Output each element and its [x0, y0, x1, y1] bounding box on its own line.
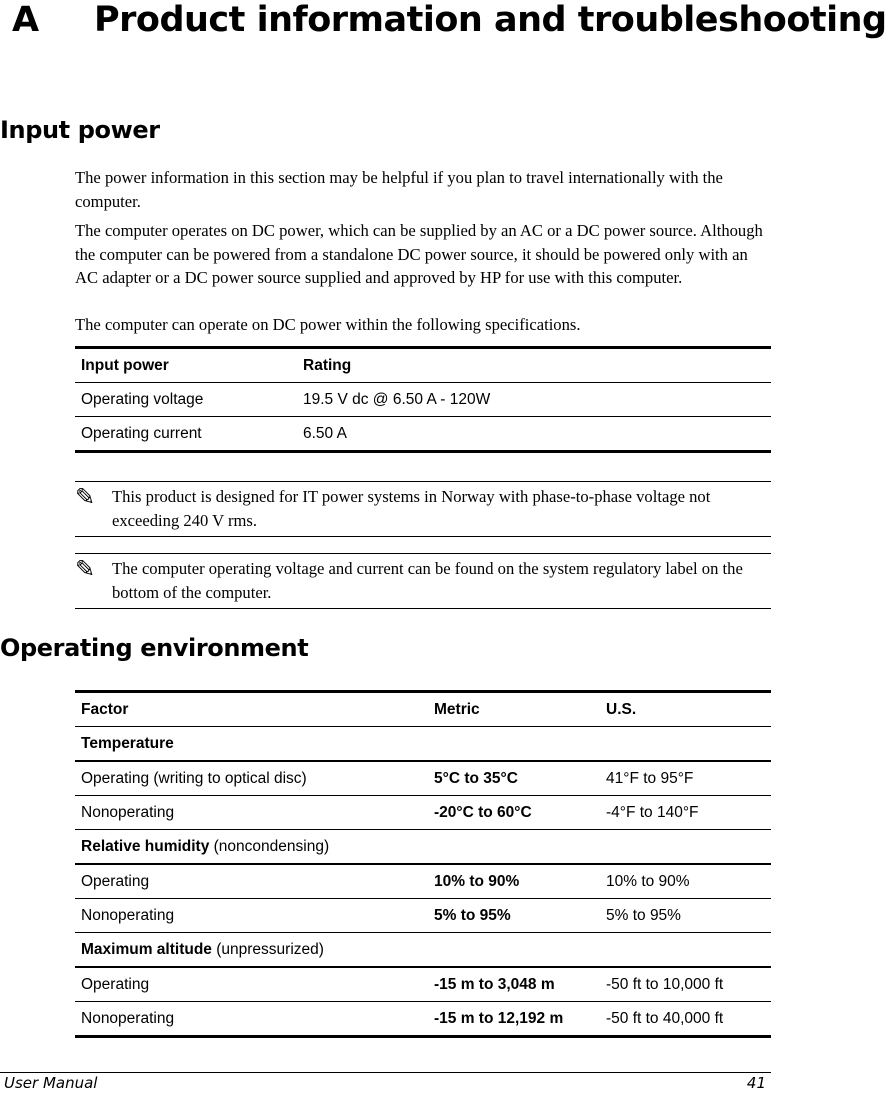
table-row	[75, 899, 771, 933]
note-box	[75, 553, 771, 609]
paragraph: The computer operates on DC power, which can be supplied by an AC or a DC power source. Although the computer can be powered from a standalone DC power source, it should be powered only with an AC adapter or a DC power source supplied and approved by HP for use with this computer.	[75, 221, 763, 287]
table-cell: 6.50 A	[303, 424, 347, 442]
table-row	[75, 967, 771, 1002]
table-cell: -4°F to 140°F	[600, 796, 771, 830]
section-label: Maximum altitude	[81, 940, 212, 958]
footer-divider	[0, 1072, 771, 1073]
footer-title: User Manual	[4, 1074, 98, 1092]
pencil-icon: ✎	[75, 483, 96, 511]
chapter-title-text: Product information and troubleshooting	[94, 0, 887, 40]
table-cell: Nonoperating	[75, 796, 428, 830]
paragraph: The computer can operate on DC power within the following specifications.	[75, 315, 581, 334]
table-cell: Operating	[75, 864, 428, 899]
table-cell: 10% to 90%	[428, 864, 600, 899]
table-cell: -20°C to 60°C	[428, 796, 600, 830]
table-cell: -15 m to 12,192 m	[434, 1009, 564, 1027]
table-cell: -50 ft to 40,000 ft	[606, 1009, 724, 1027]
column-header: U.S.	[600, 692, 771, 727]
table-cell: 5% to 95%	[600, 899, 771, 933]
table-section-row	[75, 933, 771, 968]
table-section-row	[75, 830, 771, 865]
table-cell: 41°F to 95°F	[600, 761, 771, 796]
table-cell: Operating voltage	[75, 383, 297, 417]
table-row	[75, 761, 771, 796]
note-text: The computer operating voltage and current can be found on the system regulatory label on the bottom of the computer.	[112, 559, 743, 602]
operating-environment-heading: Operating environment	[0, 634, 309, 662]
table-cell: 5°C to 35°C	[428, 761, 600, 796]
table-cell: 19.5 V dc @ 6.50 A - 120W	[297, 383, 771, 417]
input-power-heading: Input power	[0, 116, 160, 144]
column-header: Rating	[297, 348, 771, 383]
table-cell: Operating current	[81, 424, 202, 442]
chapter-title	[12, 0, 887, 40]
table-row	[75, 383, 771, 417]
paragraph: The power information in this section may be helpful if you plan to travel internationally with the computer.	[75, 168, 723, 211]
table-header-row	[75, 692, 771, 727]
table-header-row	[75, 348, 771, 383]
input-power-table	[75, 346, 771, 453]
table-cell: -50 ft to 10,000 ft	[600, 967, 771, 1002]
section-label: Temperature	[81, 734, 174, 752]
chapter-letter: A	[12, 0, 39, 40]
table-section-row	[75, 727, 771, 762]
table-row	[75, 1002, 771, 1037]
table-row	[75, 417, 771, 452]
table-cell: Operating (writing to optical disc)	[75, 761, 428, 796]
note-box	[75, 481, 771, 537]
column-header: Input power	[75, 348, 297, 383]
page-number: 41	[746, 1074, 766, 1092]
table-cell: -15 m to 3,048 m	[428, 967, 600, 1002]
section-qualifier: (noncondensing)	[209, 837, 330, 855]
section-label: Relative humidity	[81, 837, 210, 855]
table-cell: Nonoperating	[81, 1009, 175, 1027]
operating-environment-table	[75, 690, 771, 1038]
table-cell: 10% to 90%	[600, 864, 771, 899]
table-cell: Nonoperating	[75, 899, 428, 933]
column-header: Factor	[75, 692, 428, 727]
table-row	[75, 864, 771, 899]
column-header: Metric	[428, 692, 600, 727]
table-cell: Operating	[75, 967, 428, 1002]
table-row	[75, 796, 771, 830]
table-cell: 5% to 95%	[428, 899, 600, 933]
section-qualifier: (unpressurized)	[211, 940, 324, 958]
note-text: This product is designed for IT power systems in Norway with phase-to-phase voltage not exceeding 240 V rms.	[112, 487, 711, 530]
pencil-icon: ✎	[75, 555, 96, 583]
